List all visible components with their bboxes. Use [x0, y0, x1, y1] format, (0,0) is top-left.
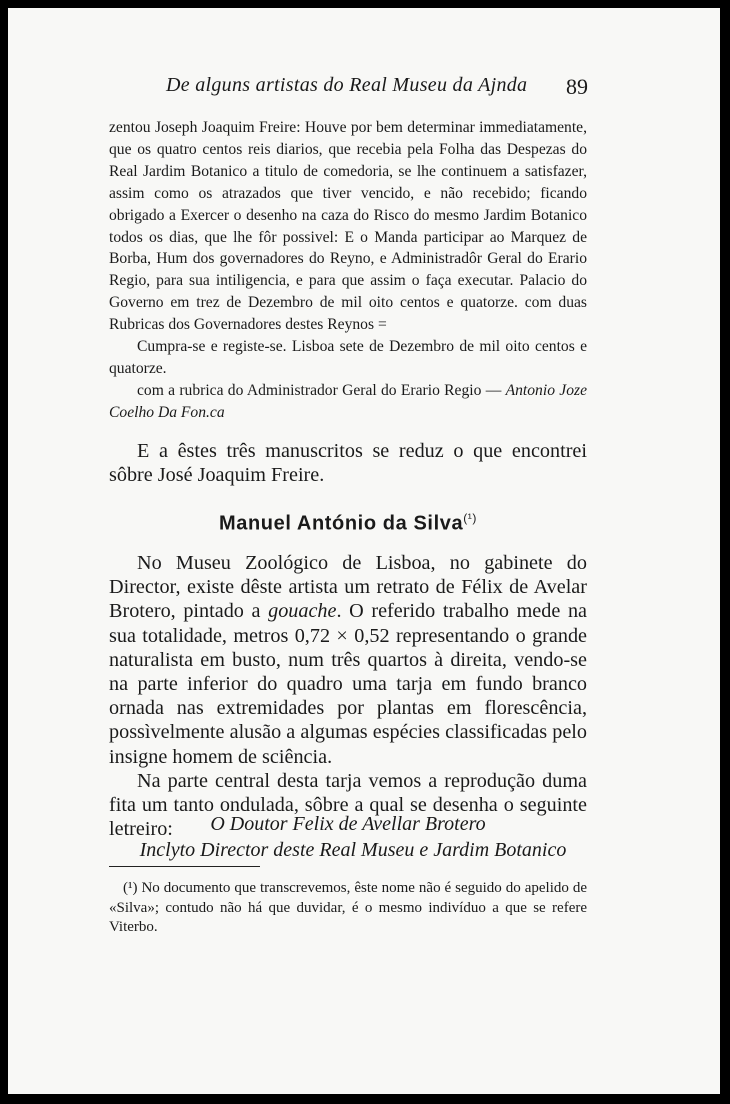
closing-paragraph-block [109, 439, 587, 487]
footnote [109, 879, 587, 938]
footnote-reference: (¹) [463, 511, 477, 525]
technique-term: gouache [268, 600, 337, 623]
quoted-document [109, 117, 587, 424]
paragraph-inscription-intro: Na parte central desta tarja vemos a reprodução duma fita um tanto ondulada, sôbre a qual se desenha o seguinte letreiro: [109, 769, 587, 841]
closing-paragraph: E a êstes três manuscritos se reduz o que encontrei sôbre José Joaquim Freire. [109, 440, 587, 487]
paragraph-museum-portrait [109, 551, 587, 769]
footnote-mark: (¹) [123, 880, 138, 896]
quoted-paragraph-decree: zentou Joseph Joaquim Freire: Houve por bem determinar immediatamente, que os quatro centos reis diarios, que recebia pela Folha das Despezas do Real Jardim Botanico a titulo de comedoria, se lhe continuem a satisfazer, assim como os atrazados que tiver vencido, e não recebido; ficando obrigado a Exercer o desenho na caza do Risco do mesmo Jardim Botanico todos os dias, que lhe fôr possivel: E o Manda participar ao Marquez de Borba, Hum dos governadores do Reyno, e Administradôr Geral do Erario Regio, para sua intiligencia, e para que assim o faça executar. Palacio do Governo em trez de Dezembro de mil oito centos e quatorze. com duas Rubricas dos Governadores destes Reynos = [109, 119, 587, 334]
footnote-divider [109, 866, 260, 867]
quoted-paragraph-cumpra: Cumpra-se e registe-se. Lisboa sete de Dezembro de mil oito centos e quatorze. [109, 338, 587, 377]
paragraph-museum-portrait-start: No Museu Zoológico de Lisboa, no gabinete do Director, existe dêste artista um retrato de Félix de Avelar Brotero, pintado a [109, 552, 587, 623]
section-heading-text: Manuel António da Silva [219, 512, 464, 535]
rubrica-text: com a rubrica do Administrador Geral do Erario Regio — [137, 381, 502, 399]
body-text [109, 551, 587, 841]
book-page [8, 8, 720, 1094]
inscription-line-2: Inclyto Director deste Real Museu e Jardim Botanico [139, 839, 567, 861]
signature-name: Antonio Joze Coelho Da Fon.ca [109, 381, 587, 421]
paragraph-museum-portrait-end: . O referido trabalho mede na sua totalidade, metros 0,72 × 0,52 representando o grande naturalista em busto, num três quartos à direita, vendo-se na parte inferior do quadro uma tarja em fundo branco ornada nas extremidades por plantas em florescência, possìvelmente alusão a algumas espécies classificadas pelo insigne homem de sciência. [109, 600, 587, 768]
page-number: 89 [566, 74, 588, 99]
running-title: De alguns artistas do Real Museu da Ajnda [166, 74, 528, 96]
footnote-text: No documento que transcrevemos, êste nome não é seguido do apelido de «Silva»; contudo não há que duvidar, é o mesmo indivíduo a que se refere Viterbo. [109, 880, 588, 935]
quoted-paragraph-rubrica [109, 380, 587, 424]
inscription [109, 811, 587, 863]
inscription-line-1: O Doutor Felix de Avellar Brotero [210, 813, 486, 835]
section-heading [109, 511, 587, 536]
footnote-paragraph [109, 879, 587, 938]
